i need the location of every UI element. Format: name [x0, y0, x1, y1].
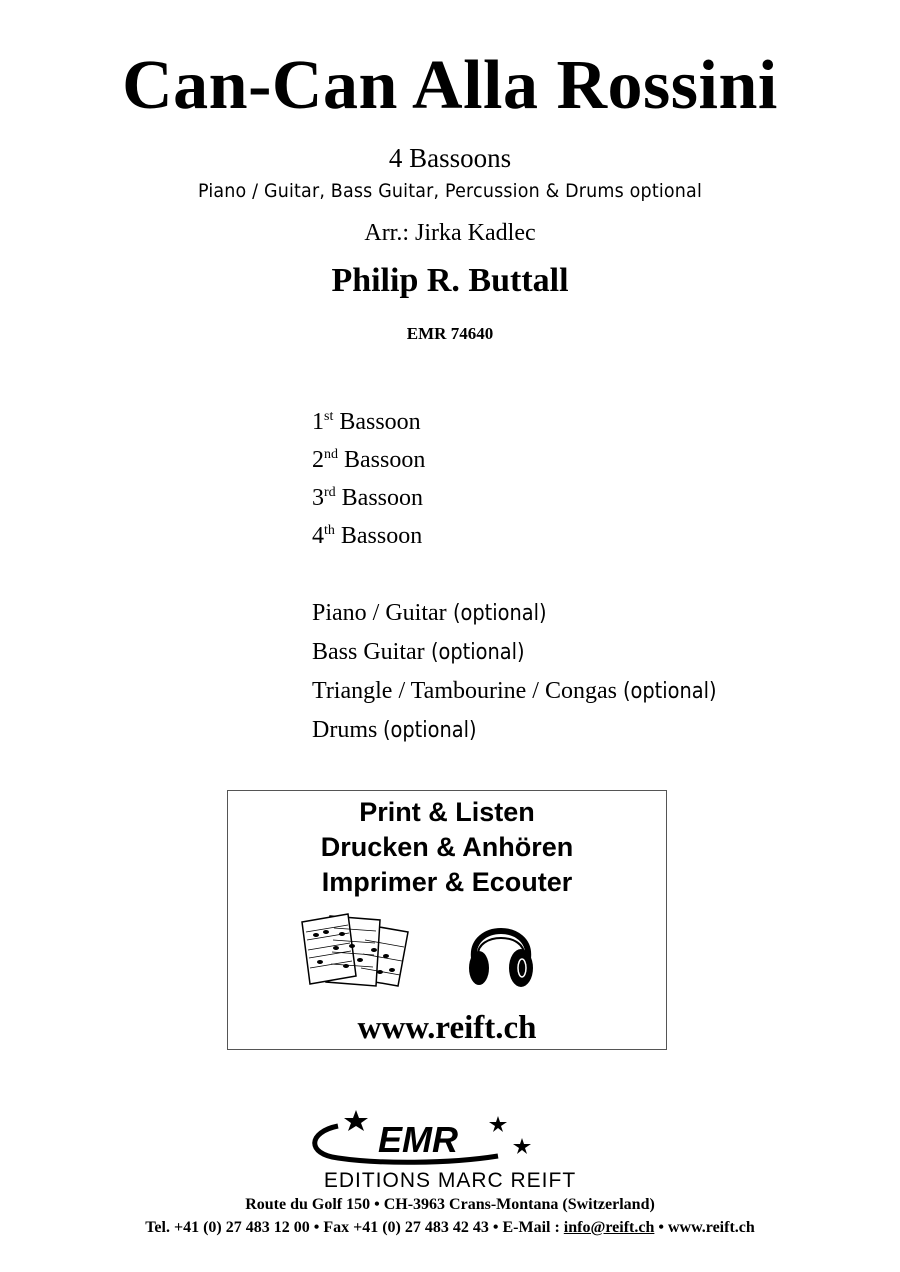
optional-part-item: Triangle / Tambourine / Congas (optional): [312, 678, 717, 704]
part-item: 2nd Bassoon: [312, 447, 426, 473]
ensemble-subtitle: 4 Bassoons: [388, 143, 512, 173]
logo-text: EMR: [378, 1119, 458, 1160]
optional-part-item: Piano / Guitar (optional): [312, 600, 547, 626]
email-link[interactable]: info@reift.ch: [563, 1219, 655, 1236]
publisher-address: Route du Golf 150 • CH-3963 Crans-Montana (Switzerland): [245, 1196, 655, 1213]
optional-part-item: Bass Guitar (optional): [312, 639, 525, 665]
parts-list: [312, 403, 425, 555]
part-item: 4th Bassoon: [312, 523, 423, 549]
part-item: 1st Bassoon: [312, 409, 421, 435]
optional-part-item: Drums (optional): [312, 717, 477, 743]
promo-website-link[interactable]: www.reift.ch: [357, 1010, 537, 1046]
page-title: Can-Can Alla Rossini: [122, 47, 778, 124]
promo-line-german: Drucken & Anhören: [320, 832, 574, 862]
catalog-number: EMR 74640: [406, 324, 494, 343]
part-item: 3rd Bassoon: [312, 485, 424, 511]
optional-parts-list: [312, 594, 729, 750]
composer-name: Philip R. Buttall: [331, 262, 569, 299]
instrumentation-line: Piano / Guitar, Bass Guitar, Percussion & Drums optional: [198, 180, 702, 202]
promo-line-english: Print & Listen: [359, 797, 535, 827]
publisher-contact: Tel. +41 (0) 27 483 12 00 • Fax +41 (0) 27 483 42 43 • E-Mail : info@reift.ch • www.reift.ch: [145, 1219, 755, 1236]
headphones-icon: [466, 912, 536, 990]
sheet-music-icon: [300, 910, 412, 990]
arranger-credit: Arr.: Jirka Kadlec: [364, 220, 536, 246]
publisher-name: EDITIONS MARC REIFT: [323, 1169, 577, 1192]
promo-line-french: Imprimer & Ecouter: [321, 867, 573, 897]
emr-logo: [298, 1108, 548, 1168]
